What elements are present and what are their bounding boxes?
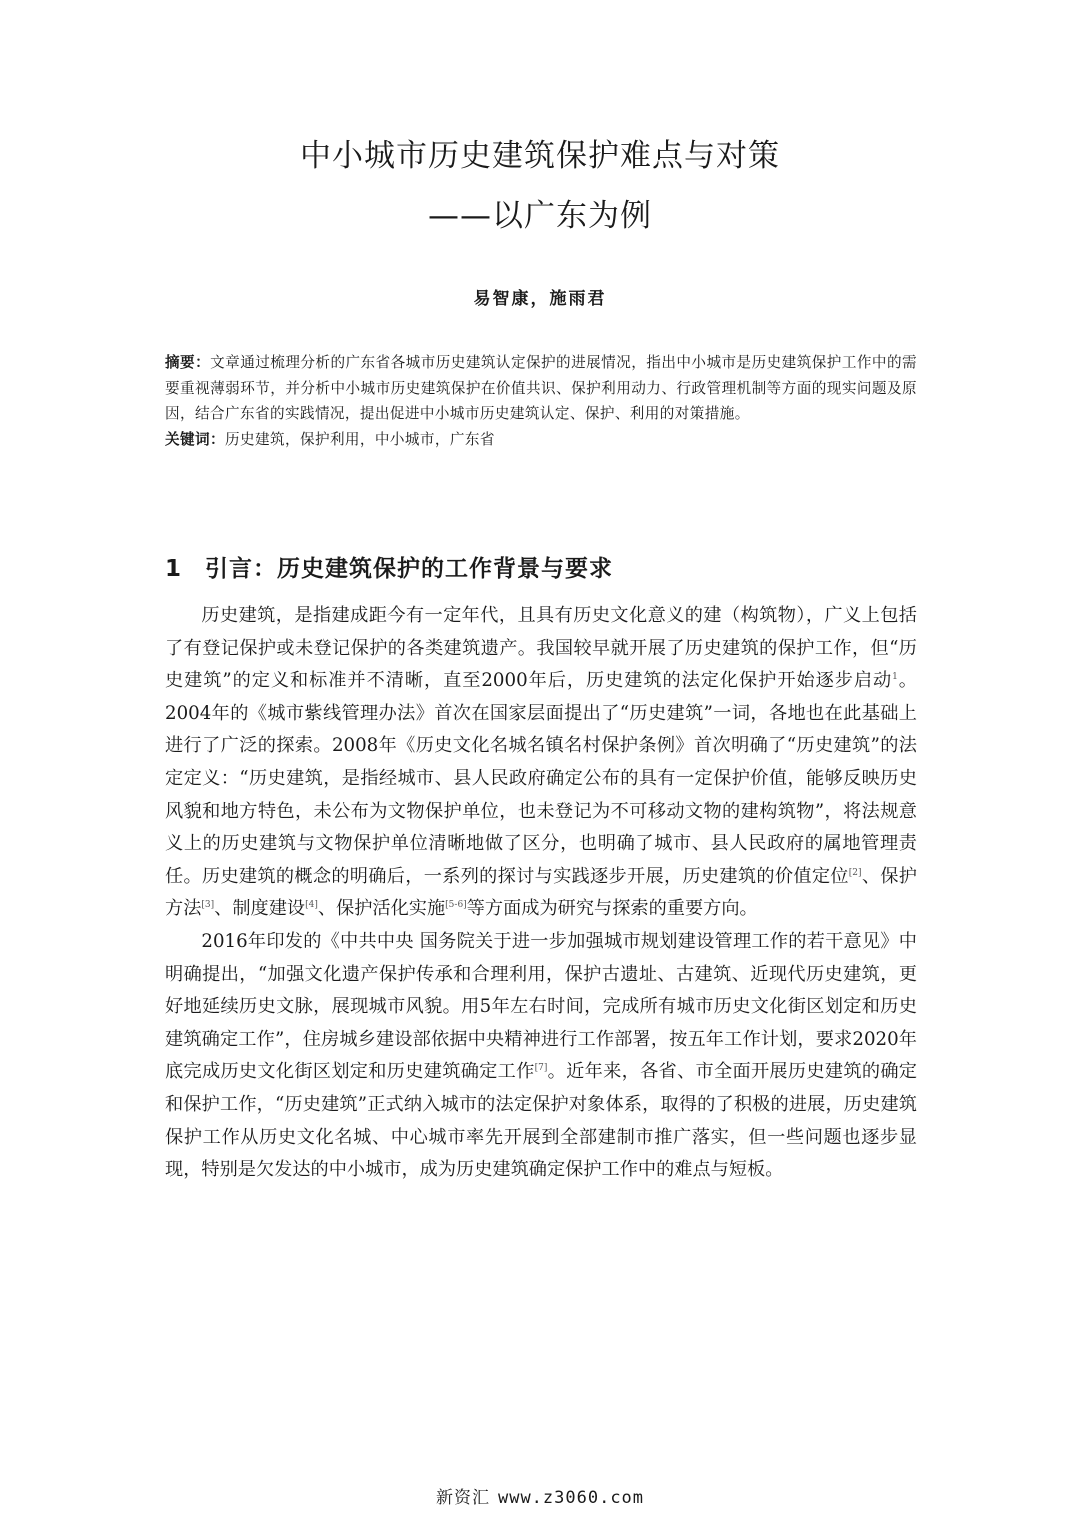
abstract-label: 摘要： [165,354,211,371]
keywords-label: 关键词： [165,430,225,448]
section-title: 引言：历史建筑保护的工作背景与要求 [205,556,613,582]
keywords-paragraph [165,427,917,453]
citation-ref[interactable]: [5-6] [445,900,467,911]
paragraph-text: 。2004年的《城市紫线管理办法》首次在国家层面提出了“历史建筑”一词，各地也在此基础上进行了广泛的探索。2008年《历史文化名城名镇名村保护条例》首次明确了“历史建筑”的法定定义：“历史建筑，是指经城市、县人民政府确定公布的具有一定保护价值，能够反映历史风貌和地方特色，未公布为文物保护单位，也未登记为不可移动文物的建构筑物”，将法规意义上的历史建筑与文物保护单位清晰地做了区分，也明确了城市、县人民政府的属地管理责任。历史建筑的概念的明确后，一系列的探讨与实践逐步开展，历史建筑的价值定位 [165,670,917,887]
paragraph-text: 、保护活化实施 [317,898,446,920]
footer-site-link[interactable]: www.z3060.com [497,1488,645,1508]
citation-ref[interactable]: [4] [305,900,318,911]
paragraph-text: 2016年印发的《中共中央 国务院关于进一步加强城市规划建设管理工作的若干意见》中明确提出，“加强文化遗产保护传承和合理利用，保护古遗址、古建筑、近现代历史建筑，更好地延续历史文脉，展现城市风貌。用5年左右时间，完成所有城市历史文化街区划定和历史建筑确定工作”，住房城乡建设部依据中央精神进行工作部署，按五年工作计划，要求2020年底完成历史文化街区划定和历史建筑确定工作 [165,930,917,1083]
paragraph-text: 历史建筑，是指建成距今有一定年代，且具有历史文化意义的建（构筑物），广义上包括了有登记保护或未登记保护的各类建筑遗产。我国较早就开展了历史建筑的保护工作，但“历史建筑”的定义和标准并不清晰，直至2000年后，历史建筑的法定化保护开始逐步启动 [165,605,917,692]
section-heading [165,550,613,583]
section-body [165,600,917,1187]
citation-ref[interactable]: [7] [534,1063,548,1074]
abstract-text: 文章通过梳理分析的广东省各城市历史建筑认定保护的进展情况，指出中小城市是历史建筑保护工作中的需要重视薄弱环节，并分析中小城市历史建筑保护在价值共识、保护利用动力、行政管理机制等方面的现实问题及原因，结合广东省的实践情况，提出促进中小城市历史建筑认定、保护、利用的对策措施。 [165,354,917,422]
citation-ref[interactable]: 1 [892,672,898,683]
paper-authors: 易智康，施雨君 [473,289,607,309]
paragraph-text: 、保护方法 [165,865,917,920]
abstract-block [165,350,917,452]
paper-subtitle: ——以广东为例 [428,198,652,234]
citation-ref[interactable]: [2] [848,867,862,878]
body-paragraph [165,600,917,926]
abstract-paragraph [165,350,917,427]
paper-title: 中小城市历史建筑保护难点与对策 [300,138,780,174]
keywords-text: 历史建筑，保护利用，中小城市，广东省 [224,430,495,448]
section-number: 1 [165,556,183,582]
paragraph-text: 等方面成为研究与探索的重要方向。 [466,898,758,920]
body-paragraph [165,926,917,1187]
paragraph-text: 、制度建设 [214,898,306,920]
footer-brand: 新资汇 [435,1488,490,1508]
page-footer [0,1483,1080,1508]
paragraph-text: 。近年来，各省、市全面开展历史建筑的确定和保护工作，“历史建筑”正式纳入城市的法定保护对象体系，取得的了积极的进展，历史建筑保护工作从历史文化名城、中心城市率先开展到全部建制市推广落实，但一些问题也逐步显现，特别是欠发达的中小城市，成为历史建筑确定保护工作中的难点与短板。 [165,1061,917,1181]
citation-ref[interactable]: [3] [201,900,215,911]
